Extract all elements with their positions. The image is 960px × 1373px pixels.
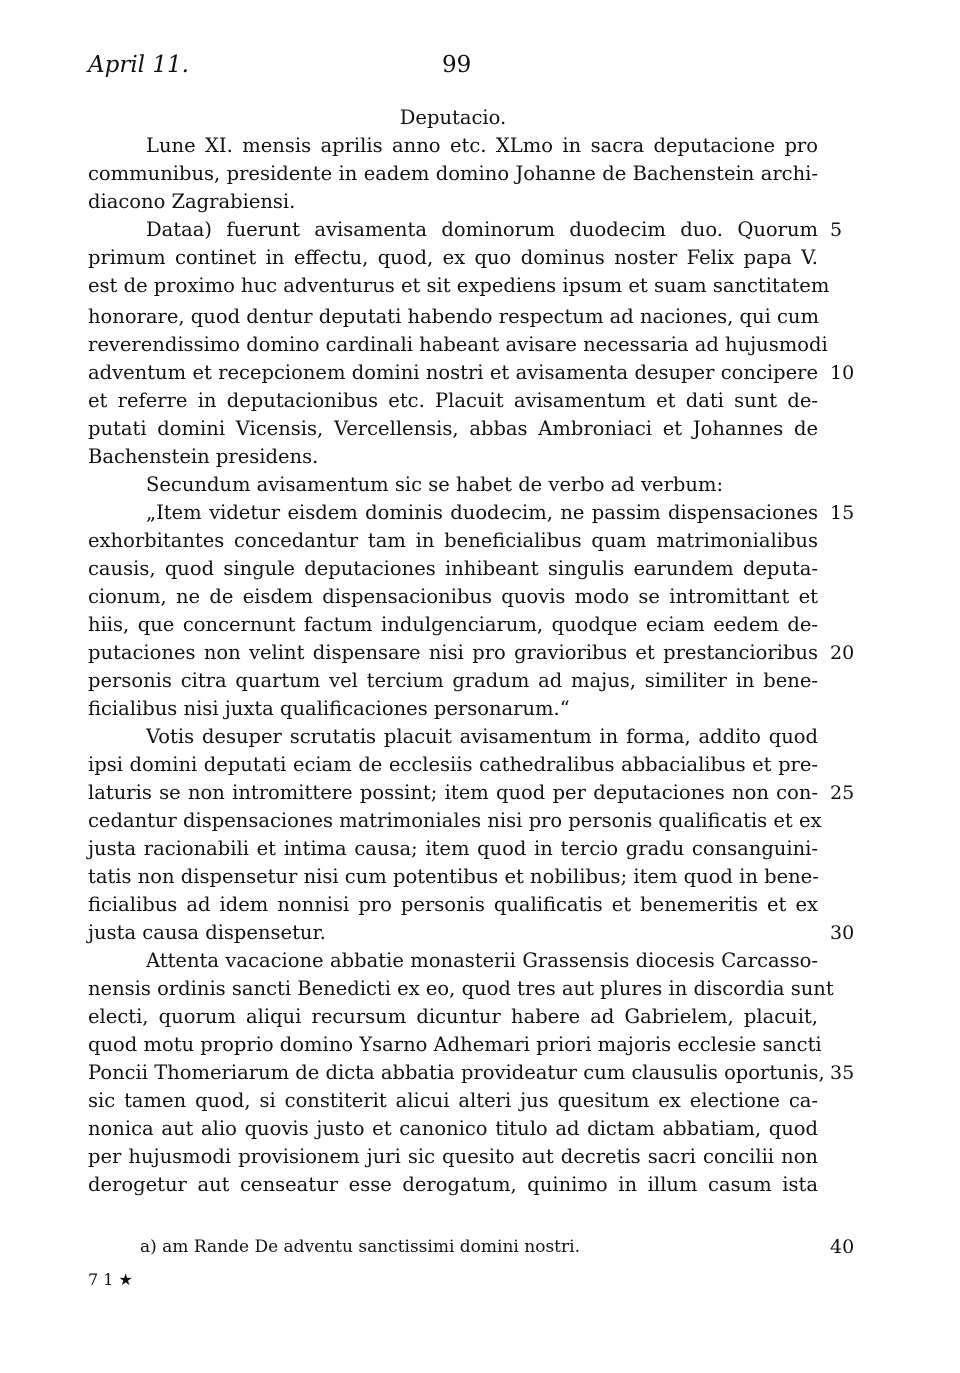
text-line: Poncii Thomeriarum de dicta abbatia provideatur cum clausulis oportunis, — [88, 1061, 825, 1084]
text-line: nensis ordinis sancti Benedicti ex eo, quod tres aut plures in discordia sunt — [88, 977, 834, 1000]
line-number: 5 — [830, 219, 843, 241]
text-line: sic tamen quod, si constiterit alicui alteri jus quesitum ex electione ca- — [88, 1089, 818, 1112]
text-line: cedantur dispensaciones matrimoniales nisi pro personis qualificatis et ex — [88, 809, 822, 832]
text-line: „Item videtur eisdem dominis duodecim, ne passim dispensaciones — [146, 501, 818, 524]
line-number: 25 — [830, 782, 855, 804]
page-number: 99 — [442, 52, 472, 78]
text-line: exhorbitantes concedantur tam in beneficialibus quam matrimonialibus — [88, 529, 818, 552]
text-line: reverendissimo domino cardinali habeant avisare necessaria ad hujusmodi — [88, 333, 828, 356]
text-line: Bachenstein presidens. — [88, 445, 319, 468]
line-number: 20 — [830, 642, 855, 664]
text-line: putati domini Vicensis, Vercellensis, abbas Ambroniaci et Johannes de — [88, 417, 818, 440]
text-line: cionum, ne de eisdem dispensacionibus quovis modo se intromittant et — [88, 585, 818, 608]
text-line: diacono Zagrabiensi. — [88, 190, 296, 213]
running-head: April 11. — [88, 52, 189, 78]
section-title: Deputacio. — [399, 106, 507, 129]
text-line: personis citra quartum vel tercium gradum ad majus, similiter in bene- — [88, 669, 818, 692]
text-line: Lune XI. mensis aprilis anno etc. XLmo in sacra deputacione pro — [146, 134, 818, 157]
text-line: hiis, que concernunt factum indulgenciarum, quodque eciam eedem de- — [88, 613, 818, 636]
text-line: ipsi domini deputati eciam de ecclesiis cathedralibus abbacialibus et pre- — [88, 753, 818, 776]
text-line: ficialibus nisi juxta qualificaciones personarum.“ — [88, 697, 570, 720]
line-number: 35 — [830, 1062, 855, 1084]
text-line: Secundum avisamentum sic se habet de verbo ad verbum: — [146, 473, 724, 496]
line-number: 30 — [830, 922, 855, 944]
text-line: communibus, presidente in eadem domino Johanne de Bachenstein archi- — [88, 162, 818, 185]
text-line: tatis non dispensetur nisi cum potentibus et nobilibus; item quod in bene- — [88, 865, 819, 888]
text-line: justa causa dispensetur. — [88, 921, 326, 944]
text-line: adventum et recepcionem domini nostri et avisamenta desuper concipere — [88, 361, 818, 384]
text-line: Attenta vacacione abbatie monasterii Grassensis diocesis Carcasso- — [146, 949, 818, 972]
text-line: electi, quorum aliqui recursum dicuntur habere ad Gabrielem, placuit, — [88, 1005, 818, 1028]
text-line: per hujusmodi provisionem juri sic quesito aut decretis sacri concilii non — [88, 1145, 818, 1168]
text-line: est de proximo huc adventurus et sit expediens ipsum et suam sanctitatem — [88, 274, 830, 297]
line-number: 10 — [830, 362, 855, 384]
text-line: primum continet in effectu, quod, ex quo dominus noster Felix papa V. — [88, 246, 818, 269]
text-line: Votis desuper scrutatis placuit avisamentum in forma, addito quod — [146, 725, 818, 748]
footnote: a) am Rande De adventu sanctissimi domini nostri. — [140, 1237, 580, 1257]
text-line: Dataa) fuerunt avisamenta dominorum duodecim duo. Quorum — [146, 218, 818, 241]
text-line: et referre in deputacionibus etc. Placuit avisamentum et dati sunt de- — [88, 389, 818, 412]
text-line: justa racionabili et intima causa; item quod in tercio gradu consanguini- — [88, 837, 818, 860]
text-line: laturis se non intromittere possint; item quod per deputaciones non con- — [88, 781, 818, 804]
text-line: putaciones non velint dispensare nisi pro gravioribus et prestancioribus — [88, 641, 818, 664]
signature-mark: 7 1 ★ — [88, 1270, 133, 1289]
line-number: 15 — [830, 502, 855, 524]
text-line: quod motu proprio domino Ysarno Adhemari priori majoris ecclesie sancti — [88, 1033, 822, 1056]
text-line: nonica aut alio quovis justo et canonico titulo ad dictam abbatiam, quod — [88, 1117, 818, 1140]
text-line: derogetur aut censeatur esse derogatum, quinimo in illum casum ista — [88, 1173, 818, 1196]
footnote-line-number: 40 — [830, 1236, 855, 1258]
text-line: causis, quod singule deputaciones inhibeant singulis earundem deputa- — [88, 557, 818, 580]
text-line: honorare, quod dentur deputati habendo respectum ad naciones, qui cum — [88, 305, 819, 328]
text-line: ficialibus ad idem nonnisi pro personis qualificatis et benemeritis et ex — [88, 893, 818, 916]
